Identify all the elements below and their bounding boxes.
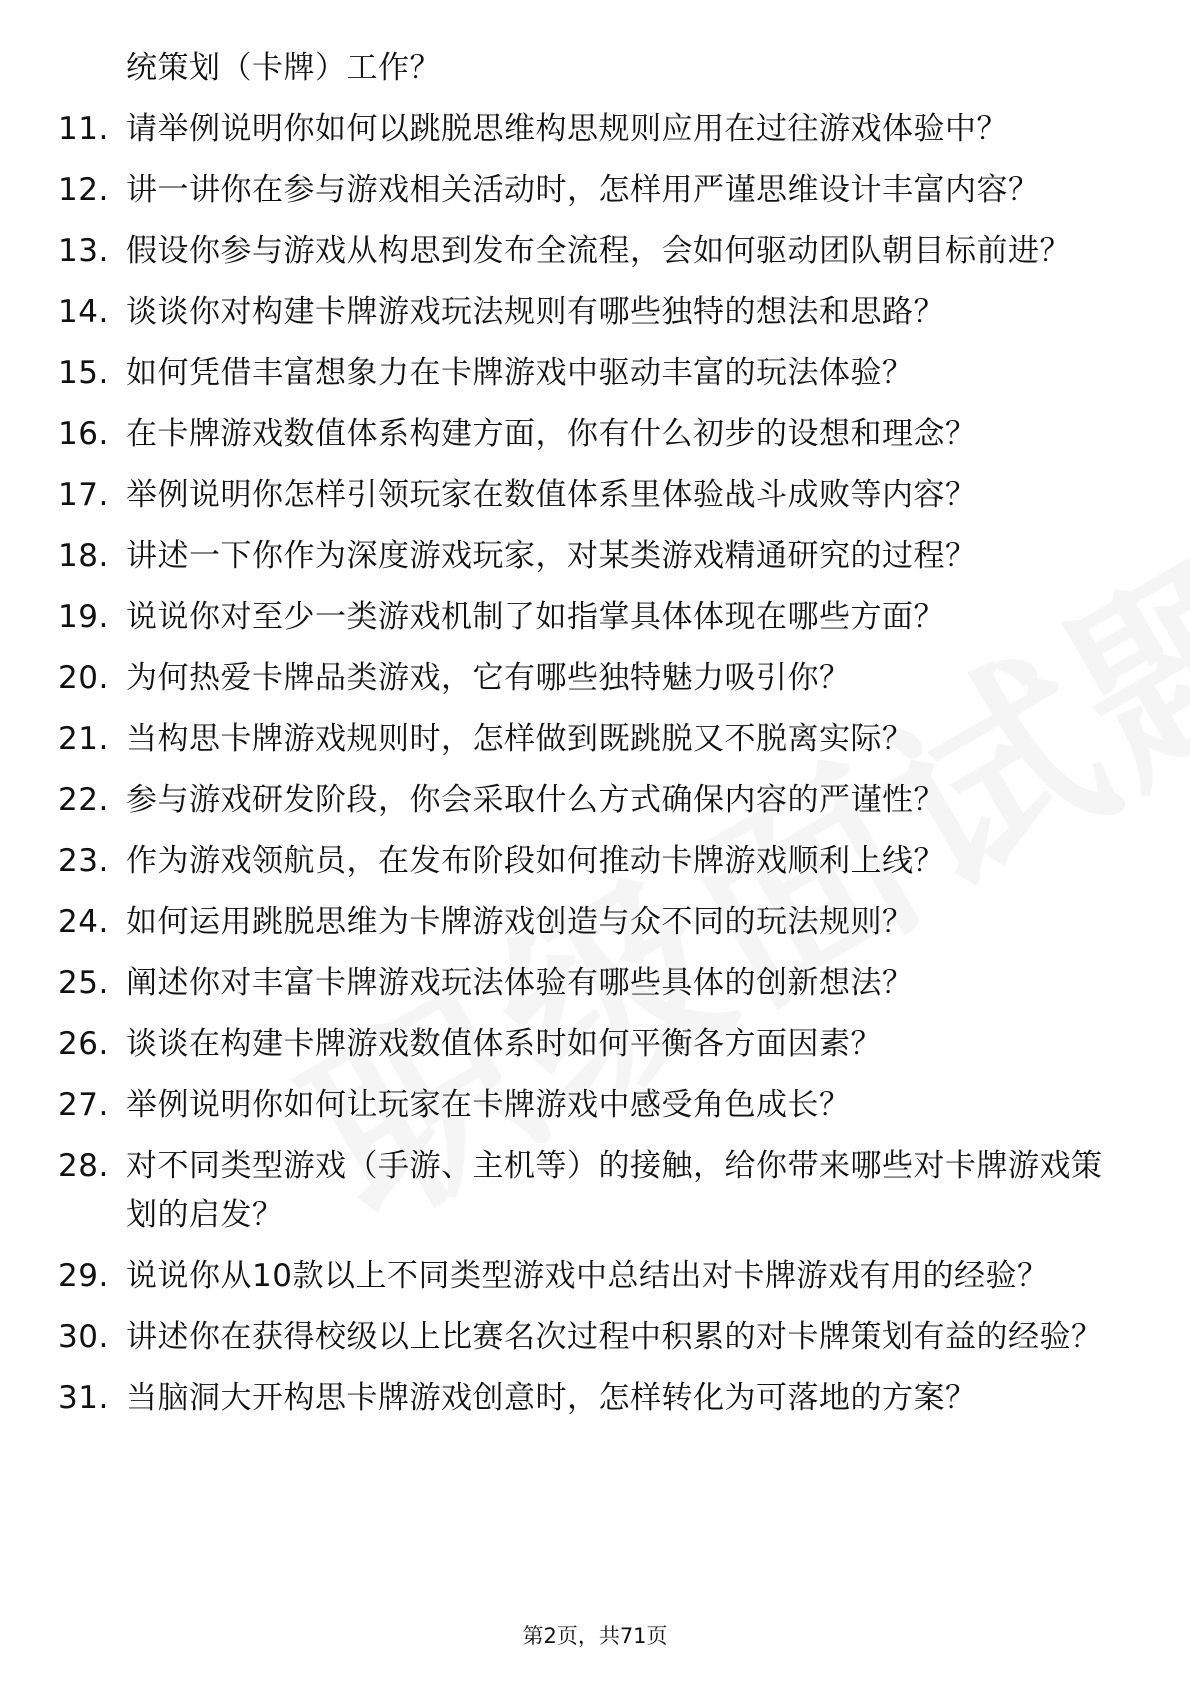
question-number: 16. [58, 416, 109, 452]
question-item [58, 105, 1118, 154]
question-text: 对不同类型游戏（手游、主机等）的接触，给你带来哪些对卡牌游戏策划的启发？ [126, 1148, 1103, 1233]
question-number: 31. [58, 1380, 109, 1416]
question-number: 28. [58, 1148, 109, 1184]
question-number: 14. [58, 294, 109, 330]
question-text: 阐述你对丰富卡牌游戏玩法体验有哪些具体的创新想法？ [126, 965, 914, 1001]
question-number: 11. [58, 111, 109, 147]
question-item [58, 227, 1118, 276]
question-item [58, 1252, 1118, 1301]
question-number: 27. [58, 1087, 109, 1123]
question-item [58, 959, 1118, 1008]
question-number: 21. [58, 721, 109, 757]
question-item [58, 1313, 1118, 1362]
question-item [58, 1142, 1118, 1240]
question-number: 24. [58, 904, 109, 940]
question-text: 请举例说明你如何以跳脱思维构思规则应用在过往游戏体验中？ [126, 111, 1008, 147]
question-number: 15. [58, 355, 109, 391]
question-item [58, 1081, 1118, 1130]
page-footer: 第2页，共71页 [522, 1624, 668, 1648]
question-item [58, 837, 1118, 886]
continuation-text: 统策划（卡牌）工作？ [126, 50, 441, 86]
question-item [58, 715, 1118, 764]
question-text: 为何热爱卡牌品类游戏，它有哪些独特魅力吸引你？ [126, 660, 851, 696]
question-text: 参与游戏研发阶段，你会采取什么方式确保内容的严谨性？ [126, 782, 945, 818]
question-text: 在卡牌游戏数值体系构建方面，你有什么初步的设想和理念？ [126, 416, 977, 452]
question-text: 举例说明你如何让玩家在卡牌游戏中感受角色成长？ [126, 1087, 851, 1123]
question-number: 17. [58, 477, 109, 513]
question-number: 19. [58, 599, 109, 635]
question-number: 26. [58, 1026, 109, 1062]
question-text: 讲一讲你在参与游戏相关活动时，怎样用严谨思维设计丰富内容？ [126, 172, 1040, 208]
question-number: 20. [58, 660, 109, 696]
question-text: 假设你参与游戏从构思到发布全流程，会如何驱动团队朝目标前进？ [126, 233, 1071, 269]
question-item [58, 1374, 1118, 1423]
question-text: 当脑洞大开构思卡牌游戏创意时，怎样转化为可落地的方案？ [126, 1380, 977, 1416]
question-text: 谈谈你对构建卡牌游戏玩法规则有哪些独特的想法和思路？ [126, 294, 945, 330]
question-text: 作为游戏领航员，在发布阶段如何推动卡牌游戏顺利上线？ [126, 843, 945, 879]
question-text: 讲述一下你作为深度游戏玩家，对某类游戏精通研究的过程？ [126, 538, 977, 574]
question-text: 说说你从10款以上不同类型游戏中总结出对卡牌游戏有用的经验？ [126, 1258, 1049, 1294]
question-text: 如何运用跳脱思维为卡牌游戏创造与众不同的玩法规则？ [126, 904, 914, 940]
question-number: 29. [58, 1258, 109, 1294]
question-item [58, 288, 1118, 337]
question-text: 举例说明你怎样引领玩家在数值体系里体验战斗成败等内容？ [126, 477, 977, 513]
question-number: 25. [58, 965, 109, 1001]
question-item [58, 349, 1118, 398]
question-item [58, 776, 1118, 825]
question-text: 当构思卡牌游戏规则时，怎样做到既跳脱又不脱离实际？ [126, 721, 914, 757]
question-number: 13. [58, 233, 109, 269]
question-number: 23. [58, 843, 109, 879]
question-item [58, 410, 1118, 459]
question-text: 讲述你在获得校级以上比赛名次过程中积累的对卡牌策划有益的经验？ [126, 1319, 1103, 1355]
question-item [58, 898, 1118, 947]
question-item [58, 593, 1118, 642]
question-number: 22. [58, 782, 109, 818]
question-number: 18. [58, 538, 109, 574]
question-text: 谈谈在构建卡牌游戏数值体系时如何平衡各方面因素？ [126, 1026, 882, 1062]
question-text: 如何凭借丰富想象力在卡牌游戏中驱动丰富的玩法体验？ [126, 355, 914, 391]
question-item [58, 654, 1118, 703]
question-number: 30. [58, 1319, 109, 1355]
question-text: 说说你对至少一类游戏机制了如指掌具体体现在哪些方面？ [126, 599, 945, 635]
question-item [58, 532, 1118, 581]
question-list [58, 44, 1118, 1435]
question-item [58, 1020, 1118, 1069]
question-item [58, 471, 1118, 520]
question-number: 12. [58, 172, 109, 208]
question-item [58, 166, 1118, 215]
